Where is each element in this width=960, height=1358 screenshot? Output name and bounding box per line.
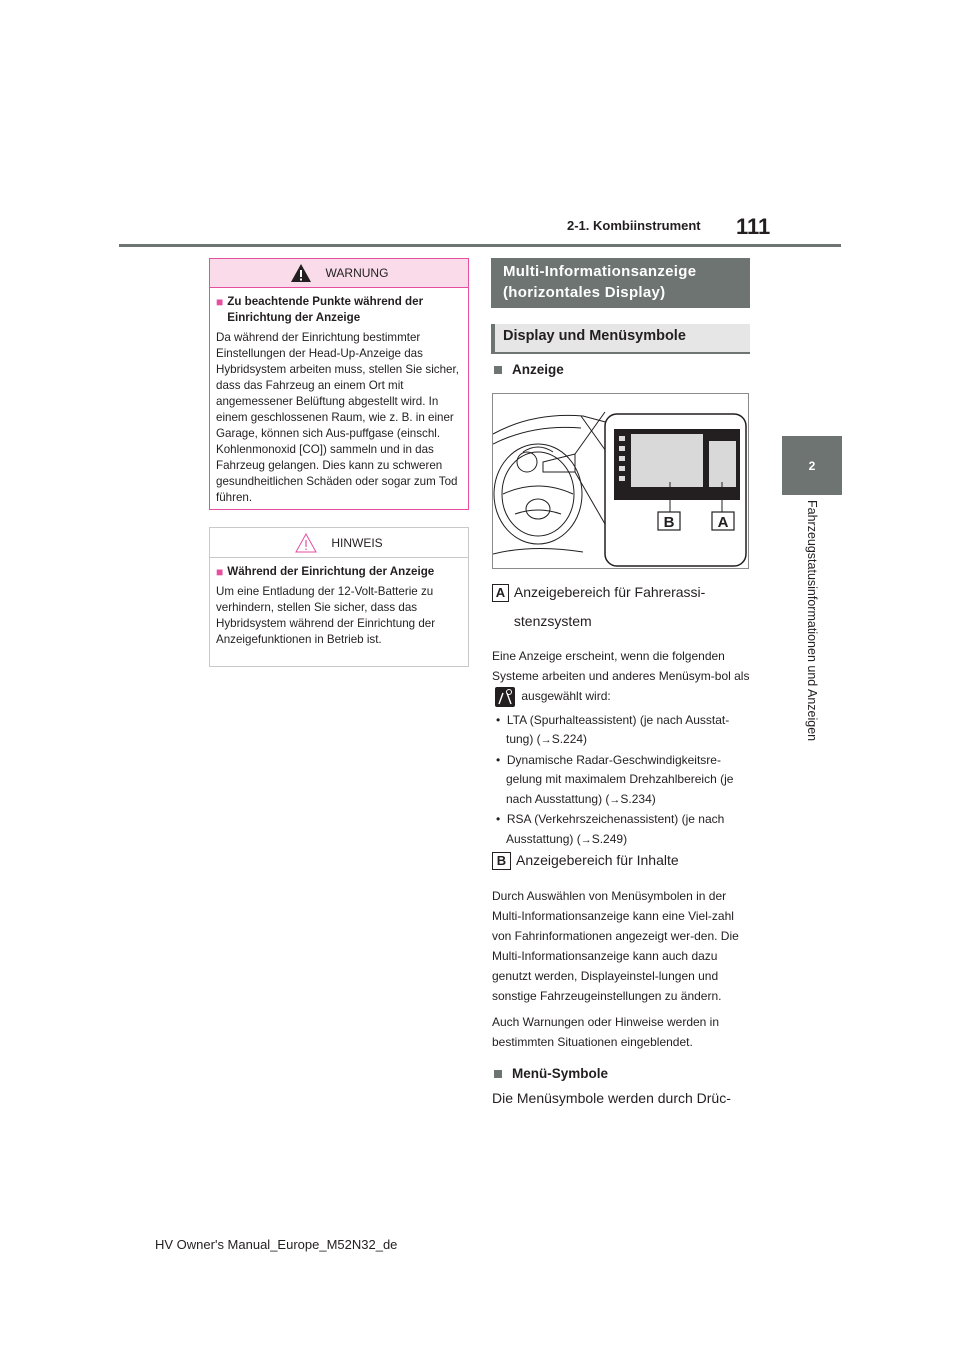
section-anzeige-heading: Anzeige xyxy=(492,362,564,377)
square-bullet-icon: ■ xyxy=(216,295,224,309)
list-item: • LTA (Spurhalteassistent) (je nach Ausstat-tung) (→S.224) xyxy=(496,712,730,747)
item-b-title: B Anzeigebereich für Inhalte xyxy=(492,852,750,870)
square-bullet-icon: ■ xyxy=(216,565,224,579)
sub-heading: Display und Menüsymbole xyxy=(491,324,750,354)
callout-label-b: B xyxy=(663,514,675,531)
square-bullet-icon xyxy=(494,366,502,374)
item-b-paragraph-1: Durch Auswählen von Menüsymbolen in der Multi-Informationsanzeige kann eine Viel-zahl von Fahrinformationen angezeigt wer-den. Die Multi-Informationsanzeige kann auch dazu genutzt werden, Displayeinstel-lungen und sonstige Fahrzeugeinstellungen zu ändern. xyxy=(492,889,739,1003)
section-menu-heading: Menü-Symbole xyxy=(492,1066,608,1081)
chapter-title: Fahrzeugstatusinformationen und Anzeigen xyxy=(805,500,819,742)
item-a-bullet-list xyxy=(492,711,750,851)
chapter-title-vertical xyxy=(782,500,842,780)
item-b xyxy=(492,852,750,1052)
arrow-icon: → xyxy=(609,793,621,806)
warning-text: Da während der Einrichtung bestimmter Einstellungen der Head-Up-Anzeige das Hybridsystem arbeiten muss, stellen Sie sicher, dass das Fahrzeug an einem Ort mit angemessener Belüftung abgestellt wird. In einem geschlossenen Raum, wie z. B. in einer Garage, können sich Aus-puffgase (einschl. Kohlenmonoxid [CO]) sammeln und in das Fahrzeug gelangen. Dies kann zu schweren gesundheitlichen Schäden oder sogar zum Tod führen. xyxy=(216,331,459,504)
warning-title: ■ Zu beachtende Punkte während der Einrichtung der Anzeige xyxy=(216,295,424,324)
caution-triangle-icon xyxy=(295,533,317,553)
item-b-letter: B xyxy=(492,852,511,870)
item-a xyxy=(492,578,750,850)
driver-assist-icon xyxy=(495,687,515,707)
warning-box xyxy=(209,258,469,510)
arrow-icon: → xyxy=(540,734,552,747)
note-box xyxy=(209,527,469,667)
section-title: 2-1. Kombiinstrument xyxy=(567,218,701,233)
item-a-title: A Anzeigebereich für Fahrerassi-stenzsystem xyxy=(492,578,750,636)
main-heading: Multi-Informationsanzeige (horizontales Display) xyxy=(491,258,750,308)
warning-heading: WARNUNG xyxy=(325,266,389,280)
dashboard-figure xyxy=(492,393,749,569)
callout-label-a: A xyxy=(717,514,729,531)
warning-triangle-icon xyxy=(290,263,312,283)
chapter-tab xyxy=(782,436,842,495)
header-rule xyxy=(119,244,841,247)
note-title: ■ Während der Einrichtung der Anzeige xyxy=(216,565,435,579)
note-heading: HINWEIS xyxy=(331,535,383,550)
item-a-intro: Eine Anzeige erscheint, wenn die folgenden Systeme arbeiten und anderes Menüsym-bol als ausgewählt wird: xyxy=(492,646,750,707)
page-number: 111 xyxy=(736,214,771,239)
footer-text: HV Owner's Manual_Europe_M52N32_de xyxy=(155,1237,398,1252)
item-b-paragraph-2: Auch Warnungen oder Hinweise werden in bestimmten Situationen eingeblendet. xyxy=(492,1015,720,1049)
note-text: Um eine Entladung der 12-Volt-Batterie zu verhindern, stellen Sie sicher, dass das Hybridsystem während der Einrichtung der Anzeigefunktionen in Betrieb ist. xyxy=(216,585,436,646)
square-bullet-icon xyxy=(494,1070,502,1078)
arrow-icon: → xyxy=(580,833,592,846)
list-item: • Dynamische Radar-Geschwindigkeitsre-gelung mit maximalem Drehzahlbereich (je nach Ausstattung) (→S.234) xyxy=(496,752,734,806)
section-menu-text: Die Menüsymbole werden durch Drüc- xyxy=(492,1090,731,1106)
warning-header xyxy=(210,259,468,288)
list-item: • RSA (Verkehrszeichenassistent) (je nach Ausstattung) (→S.249) xyxy=(496,812,725,846)
item-a-letter: A xyxy=(492,584,509,602)
note-header xyxy=(210,528,468,558)
chapter-number: 2 xyxy=(808,458,816,473)
dashboard-illustration xyxy=(493,394,748,568)
